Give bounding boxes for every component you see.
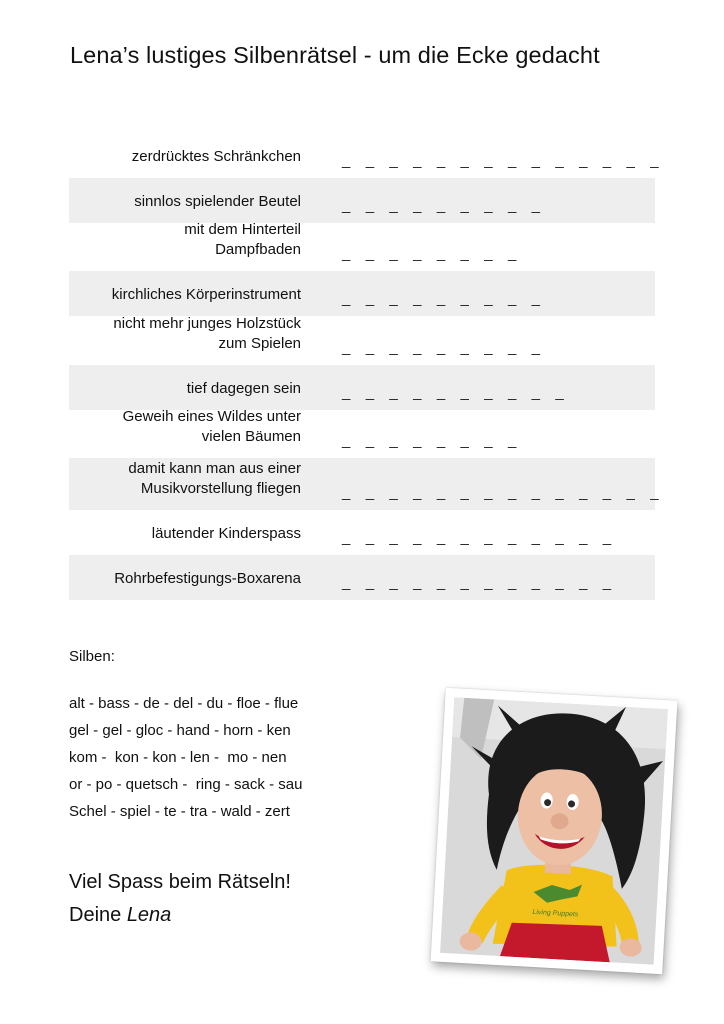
- puzzle-clue: mit dem Hinterteil Dampfbaden: [184, 221, 301, 258]
- page-title: Lena’s lustiges Silbenrätsel - um die Ecke gedacht: [70, 42, 600, 68]
- answer-blanks: _ _ _ _ _ _ _ _ _: [342, 197, 546, 214]
- puzzle-clue: kirchliches Körperinstrument: [111, 286, 301, 303]
- syllable-line: kom - kon - kon - len - mo - nen: [69, 749, 287, 766]
- puzzle-clue: Geweih eines Wildes unter vielen Bäumen: [122, 408, 301, 445]
- puzzle-row: [69, 140, 665, 178]
- answer-blanks: _ _ _ _ _ _ _ _ _ _ _ _ _ _: [342, 152, 665, 169]
- puzzle-clue: tief dagegen sein: [186, 380, 301, 397]
- puzzle-clue: damit kann man aus einer Musikvorstellung fliegen: [128, 460, 301, 497]
- answer-blanks: _ _ _ _ _ _ _ _: [342, 245, 522, 262]
- syllable-line: or - po - quetsch - ring - sack - sau: [69, 776, 303, 793]
- puzzle-clue: sinnlos spielender Beutel: [134, 193, 301, 210]
- answer-blanks: _ _ _ _ _ _ _ _ _ _ _ _ _ _: [342, 484, 665, 501]
- signature-prefix: Deine: [69, 904, 127, 926]
- puzzle-clue: nicht mehr junges Holzstück zum Spielen: [113, 315, 301, 352]
- puzzle-row: [69, 458, 665, 510]
- puzzle-row: [69, 510, 655, 555]
- closing-signature: [69, 899, 291, 932]
- puzzle-clue: zerdrücktes Schränkchen: [131, 148, 301, 165]
- syllables-label: Silben:: [69, 648, 115, 665]
- puzzle-row: [69, 555, 655, 600]
- syllable-line: alt - bass - de - del - du - floe - flue: [69, 695, 299, 712]
- answer-blanks: _ _ _ _ _ _ _ _ _ _ _ _: [342, 529, 617, 546]
- answer-blanks: _ _ _ _ _ _ _ _: [342, 432, 522, 449]
- puzzle-row: [69, 271, 655, 316]
- closing-greeting: Viel Spass beim Rätseln!: [69, 871, 291, 893]
- puzzle-clue: Rohrbefestigungs-Boxarena: [114, 570, 301, 587]
- signature-name: Lena: [126, 904, 172, 926]
- puzzle-row: [69, 316, 655, 365]
- puppet-photo: [431, 688, 678, 975]
- puppet-illustration: [440, 697, 668, 965]
- puzzle-row: [69, 178, 655, 223]
- syllable-line: Schel - spiel - te - tra - wald - zert: [69, 803, 290, 820]
- shirt-text: Living Puppets: [532, 908, 579, 919]
- syllables-list: [69, 690, 302, 825]
- puzzle-row: [69, 365, 655, 410]
- closing-message: [69, 866, 291, 932]
- puzzle-table: [69, 140, 665, 600]
- answer-blanks: _ _ _ _ _ _ _ _ _ _: [342, 384, 570, 401]
- puzzle-clue: läutender Kinderspass: [151, 525, 301, 542]
- answer-blanks: _ _ _ _ _ _ _ _ _: [342, 290, 546, 307]
- answer-blanks: _ _ _ _ _ _ _ _ _: [342, 339, 546, 356]
- puzzle-row: [69, 410, 655, 458]
- answer-blanks: _ _ _ _ _ _ _ _ _ _ _ _: [342, 574, 617, 591]
- puzzle-row: [69, 223, 655, 271]
- syllable-line: gel - gel - gloc - hand - horn - ken: [69, 722, 291, 739]
